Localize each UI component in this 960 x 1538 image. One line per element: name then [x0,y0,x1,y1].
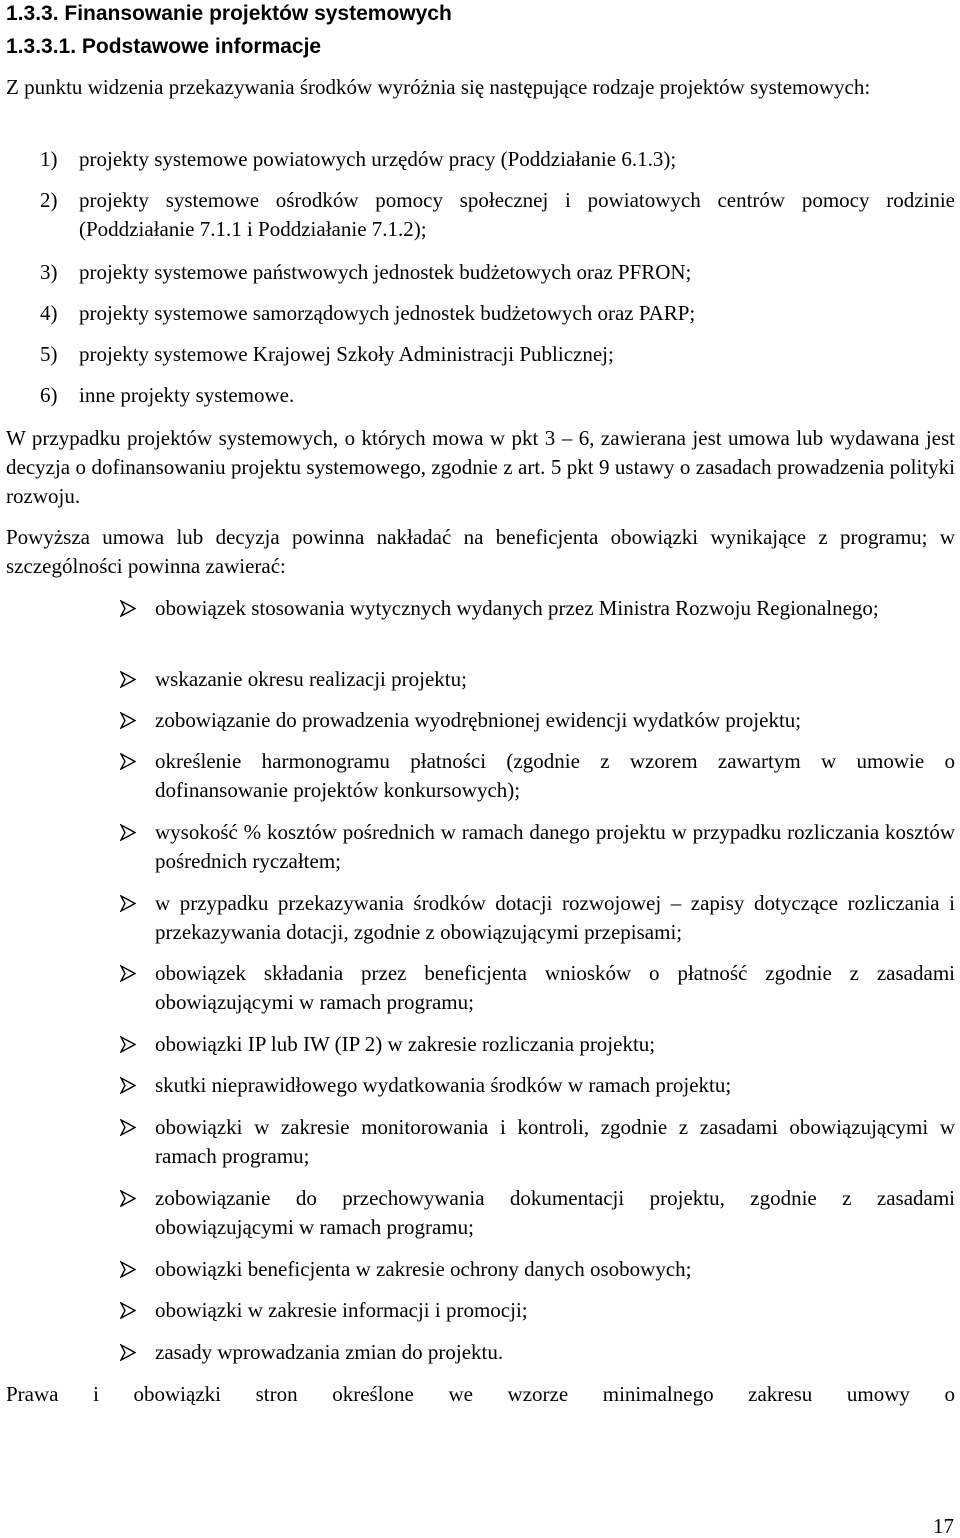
arrowhead-bullet-icon [120,959,155,1017]
arrowhead-bullet-icon [120,594,155,623]
numbered-item [40,340,955,369]
paragraph: W przypadku projektów systemowych, o których mowa w pkt 3 – 6, zawierana jest umowa lub wydawana jest decyzja o dofinansowaniu projektu systemowego, zgodnie z art. 5 pkt 9 ustawy o zasadach prowadzenia polityki rozwoju. [6,426,955,508]
bullet-item [120,747,955,805]
item-text: projekty systemowe ośrodków pomocy społecznej i powiatowych centrów pomocy rodzinie (Poddziałanie 7.1.1 i Poddziałanie 7.1.2); [79,188,955,241]
subsection-heading: 1.3.3.1. Podstawowe informacje [6,35,322,58]
bullet-text: wskazanie okresu realizacji projektu; [155,667,467,691]
bullet-text: obowiązki beneficjenta w zakresie ochrony danych osobowych; [155,1257,692,1281]
bullet-text: zasady wprowadzania zmian do projektu. [155,1340,504,1364]
bullet-text: określenie harmonogramu płatności (zgodnie z wzorem zawartym w umowie o dofinansowanie projektów konkursowych); [155,749,955,802]
bullet-text: zobowiązanie do prowadzenia wyodrębnionej ewidencji wydatków projektu; [155,708,802,732]
bullet-item [120,594,955,623]
intro-paragraph: Z punktu widzenia przekazywania środków wyróżnia się następujące rodzaje projektów systemowych: [6,75,871,99]
item-text: inne projekty systemowe. [79,383,295,407]
bullet-text: skutki nieprawidłowego wydatkowania środków w ramach projektu; [155,1073,732,1097]
bullet-item [120,1184,955,1242]
arrowhead-bullet-icon [120,1071,155,1100]
bullet-text: obowiązki w zakresie monitorowania i kontroli, zgodnie z zasadami obowiązującymi w ramach programu; [155,1115,955,1168]
arrowhead-bullet-icon [120,889,155,947]
arrowhead-bullet-icon [120,665,155,694]
bullet-item [120,1296,955,1325]
section-heading: 1.3.3. Finansowanie projektów systemowych [6,2,452,25]
bullet-text: obowiązki w zakresie informacji i promocji; [155,1298,528,1322]
bullet-item [120,889,955,947]
bullet-item [120,1338,955,1367]
bullet-text: w przypadku przekazywania środków dotacji rozwojowej – zapisy dotyczące rozliczania i przekazywania dotacji, zgodnie z obowiązującymi przepisami; [155,891,955,944]
item-text: projekty systemowe państwowych jednostek budżetowych oraz PFRON; [79,260,692,284]
arrowhead-bullet-icon [120,747,155,805]
item-text: projekty systemowe powiatowych urzędów pracy (Poddziałanie 6.1.3); [79,147,677,171]
numbered-item [40,145,955,174]
item-number: 1) [40,147,58,171]
numbered-item [40,258,955,287]
arrowhead-bullet-icon [120,1030,155,1059]
numbered-item [40,381,955,410]
arrowhead-bullet-icon [120,1255,155,1284]
numbered-item [40,186,955,244]
bullet-text: obowiązek składania przez beneficjenta wniosków o płatność zgodnie z zasadami obowiązującymi w ramach programu; [155,961,955,1014]
bullet-item [120,959,955,1017]
bullet-text: obowiązek stosowania wytycznych wydanych przez Ministra Rozwoju Regionalnego; [155,596,879,620]
bullet-item [120,1255,955,1284]
item-text: projekty systemowe Krajowej Szkoły Administracji Publicznej; [79,342,614,366]
bullet-item [120,706,955,735]
arrowhead-bullet-icon [120,1184,155,1242]
bullet-text: zobowiązanie do przechowywania dokumentacji projektu, zgodnie z zasadami obowiązującymi w ramach programu; [155,1186,955,1239]
bullet-text: wysokość % kosztów pośrednich w ramach danego projektu w przypadku rozliczania kosztów pośrednich ryczałtem; [155,820,955,873]
item-number: 2) [40,188,58,212]
closing-line: Prawa i obowiązki stron określone we wzorze minimalnego zakresu umowy o [6,1382,955,1406]
bullet-text: obowiązki IP lub IW (IP 2) w zakresie rozliczania projektu; [155,1032,656,1056]
bullet-item [120,1030,955,1059]
bullet-item [120,1113,955,1171]
item-number: 4) [40,301,58,325]
numbered-item [40,299,955,328]
arrowhead-bullet-icon [120,1113,155,1171]
paragraph: Powyższa umowa lub decyzja powinna nakładać na beneficjenta obowiązki wynikające z programu; w szczególności powinna zawierać: [6,525,955,578]
bullet-item [120,818,955,876]
arrowhead-bullet-icon [120,706,155,735]
item-number: 6) [40,383,58,407]
item-number: 5) [40,342,58,366]
bullet-item [120,665,955,694]
arrowhead-bullet-icon [120,1296,155,1325]
arrowhead-bullet-icon [120,818,155,876]
item-number: 3) [40,260,58,284]
page-number: 17 [933,1514,954,1538]
bullet-item [120,1071,955,1100]
item-text: projekty systemowe samorządowych jednostek budżetowych oraz PARP; [79,301,696,325]
arrowhead-bullet-icon [120,1338,155,1367]
